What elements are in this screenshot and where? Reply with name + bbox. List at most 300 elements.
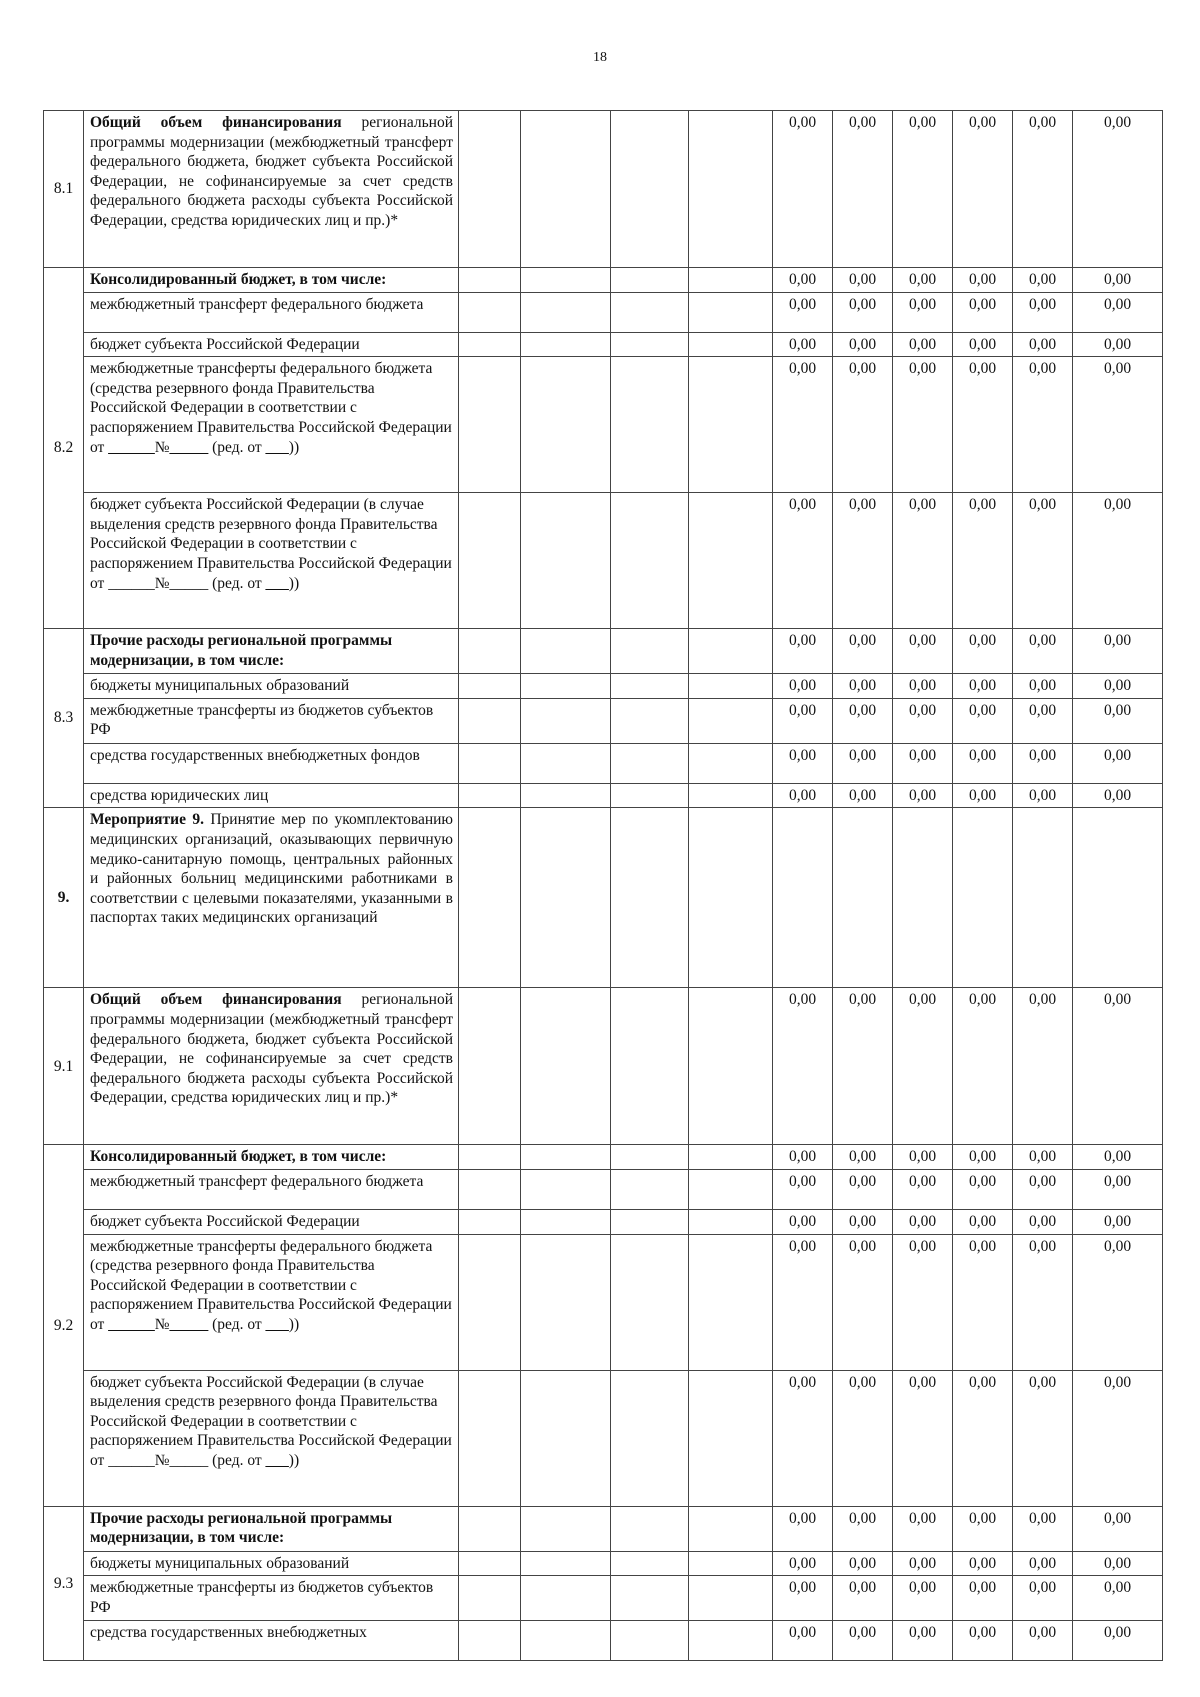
empty-cell <box>611 357 689 493</box>
value-cell: 0,00 <box>773 1209 833 1234</box>
empty-cell <box>459 1370 521 1506</box>
row-description-bold: Прочие расходы региональной программы модернизации, в том числе: <box>90 1509 393 1547</box>
empty-cell <box>459 629 521 674</box>
value-cell: 0,00 <box>1073 1506 1163 1551</box>
empty-cell <box>611 1234 689 1370</box>
row-description <box>84 698 459 743</box>
table-row <box>44 1576 1163 1621</box>
value-cell: 0,00 <box>773 1621 833 1661</box>
empty-cell <box>521 698 611 743</box>
empty-cell <box>459 111 521 268</box>
value-cell: 0,00 <box>1013 1209 1073 1234</box>
row-description <box>84 988 459 1145</box>
value-cell: 0,00 <box>893 1576 953 1621</box>
value-cell: 0,00 <box>893 783 953 808</box>
row-description-text: межбюджетные трансферты федерального бюджета (средства резервного фонда Правительства Российской Федерации в соответствии с распоряжением Правительства Российской Федерации от <box>90 1237 452 1333</box>
value-cell: 0,00 <box>1073 698 1163 743</box>
value-cell: 0,00 <box>893 332 953 357</box>
row-description <box>84 1551 459 1576</box>
value-cell: 0,00 <box>1073 493 1163 629</box>
empty-cell <box>521 332 611 357</box>
value-cell: 0,00 <box>1073 988 1163 1145</box>
empty-cell <box>521 783 611 808</box>
value-cell: 0,00 <box>893 743 953 783</box>
row-description <box>84 629 459 674</box>
row-description <box>84 743 459 783</box>
table-row <box>44 808 1163 988</box>
table-row <box>44 292 1163 332</box>
row-description-text: средства государственных внебюджетных фондов <box>90 746 420 764</box>
value-cell: 0,00 <box>953 629 1013 674</box>
empty-cell <box>611 1551 689 1576</box>
value-cell: 0,00 <box>773 292 833 332</box>
table-row <box>44 988 1163 1145</box>
value-cell: 0,00 <box>833 111 893 268</box>
value-cell: 0,00 <box>1073 1209 1163 1234</box>
value-cell: 0,00 <box>1073 1551 1163 1576</box>
row-description <box>84 111 459 268</box>
empty-cell <box>521 292 611 332</box>
empty-cell <box>689 292 773 332</box>
empty-cell <box>611 783 689 808</box>
value-cell: 0,00 <box>833 493 893 629</box>
value-cell: 0,00 <box>773 1145 833 1170</box>
row-description <box>84 1234 459 1370</box>
empty-cell <box>689 493 773 629</box>
value-cell: 0,00 <box>1013 493 1073 629</box>
row-description-bold: Консолидированный бюджет, в том числе: <box>90 1148 387 1166</box>
value-cell: 0,00 <box>893 698 953 743</box>
value-cell: 0,00 <box>833 1234 893 1370</box>
value-cell: 0,00 <box>1013 332 1073 357</box>
value-cell: 0,00 <box>833 268 893 293</box>
row-description-bold: Общий объем финансирования <box>90 114 342 131</box>
value-cell: 0,00 <box>893 988 953 1145</box>
value-cell: 0,00 <box>773 988 833 1145</box>
value-cell: 0,00 <box>1013 1506 1073 1551</box>
row-description-text: средства государственных внебюджетных <box>90 1624 367 1642</box>
empty-cell <box>689 1506 773 1551</box>
value-cell: 0,00 <box>953 783 1013 808</box>
value-cell <box>1013 808 1073 988</box>
empty-cell <box>521 674 611 699</box>
value-cell: 0,00 <box>1073 629 1163 674</box>
value-cell: 0,00 <box>833 1506 893 1551</box>
table-row <box>44 1209 1163 1234</box>
value-cell: 0,00 <box>1073 1621 1163 1661</box>
empty-cell <box>521 1551 611 1576</box>
value-cell: 0,00 <box>953 1145 1013 1170</box>
row-number: 8.3 <box>44 629 84 808</box>
value-cell: 0,00 <box>773 332 833 357</box>
value-cell: 0,00 <box>1073 268 1163 293</box>
empty-cell <box>459 698 521 743</box>
value-cell: 0,00 <box>773 629 833 674</box>
row-number: 9.3 <box>44 1506 84 1661</box>
table-row <box>44 783 1163 808</box>
value-cell: 0,00 <box>773 743 833 783</box>
row-description <box>84 1576 459 1621</box>
value-cell: 0,00 <box>893 493 953 629</box>
empty-cell <box>611 1370 689 1506</box>
row-description-text: Принятие мер по укомплектованию медицинских организаций, оказывающих первичную медико-санитарную помощь, центральных районных и районных больниц медицинскими работниками в соответствии с целевыми показателями, указанными в паспортах таких медицинских организаций <box>90 811 454 927</box>
blank-revision: ___ <box>265 574 289 592</box>
row-description-text: бюджет субъекта Российской Федерации <box>90 1212 360 1230</box>
row-description-text: бюджеты муниципальных образований <box>90 677 350 695</box>
value-cell: 0,00 <box>1073 1145 1163 1170</box>
value-cell: 0,00 <box>953 1551 1013 1576</box>
empty-cell <box>459 493 521 629</box>
empty-cell <box>459 743 521 783</box>
page-number: 18 <box>593 50 607 65</box>
row-description-text: межбюджетные трансферты из бюджетов субъектов РФ <box>90 1579 434 1616</box>
empty-cell <box>689 268 773 293</box>
row-description-bold: Консолидированный бюджет, в том числе: <box>90 271 387 288</box>
value-cell: 0,00 <box>893 1370 953 1506</box>
empty-cell <box>689 1621 773 1661</box>
value-cell: 0,00 <box>1013 698 1073 743</box>
row-description-end: )) <box>288 1315 300 1333</box>
table-row <box>44 332 1163 357</box>
value-cell: 0,00 <box>1013 1370 1073 1506</box>
empty-cell <box>689 1145 773 1170</box>
value-cell: 0,00 <box>773 1370 833 1506</box>
value-cell: 0,00 <box>833 1576 893 1621</box>
empty-cell <box>459 332 521 357</box>
value-cell: 0,00 <box>1073 1169 1163 1209</box>
table-row <box>44 1169 1163 1209</box>
empty-cell <box>611 292 689 332</box>
value-cell: 0,00 <box>833 1370 893 1506</box>
value-cell: 0,00 <box>1013 783 1073 808</box>
empty-cell <box>459 1551 521 1576</box>
value-cell: 0,00 <box>833 1169 893 1209</box>
empty-cell <box>689 1551 773 1576</box>
empty-cell <box>689 698 773 743</box>
blank-revision: ___ <box>265 438 289 456</box>
row-number: 9.2 <box>44 1145 84 1506</box>
value-cell: 0,00 <box>1013 1234 1073 1370</box>
value-cell: 0,00 <box>893 111 953 268</box>
value-cell: 0,00 <box>893 268 953 293</box>
empty-cell <box>689 674 773 699</box>
empty-cell <box>611 1506 689 1551</box>
value-cell: 0,00 <box>833 1551 893 1576</box>
empty-cell <box>611 988 689 1145</box>
blank-revision: ___ <box>265 1315 289 1333</box>
empty-cell <box>459 357 521 493</box>
row-description <box>84 1506 459 1551</box>
empty-cell <box>521 808 611 988</box>
empty-cell <box>689 808 773 988</box>
row-description <box>84 674 459 699</box>
empty-cell <box>459 808 521 988</box>
empty-cell <box>459 1209 521 1234</box>
empty-cell <box>611 493 689 629</box>
row-description-text: межбюджетные трансферты федерального бюджета (средства резервного фонда Правительства Российской Федерации в соответствии с распоряжением Правительства Российской Федерации от <box>90 360 452 456</box>
row-description-text: бюджет субъекта Российской Федерации (в случае выделения средств резервного фонда Правительства Российской Федерации в соответствии с распоряжением Правительства Российской Федерации от ______№_____ (ред. от <box>90 496 452 592</box>
value-cell: 0,00 <box>833 743 893 783</box>
row-description-text: региональной программы модернизации (межбюджетный трансферт федерального бюджета, бюджет субъекта Российской Федерации, не софинансируемые за счет средств федерального бюджета расходы субъекта Российской Федерации, средства юридических лиц и пр.)* <box>90 991 453 1107</box>
empty-cell <box>459 1145 521 1170</box>
value-cell: 0,00 <box>833 698 893 743</box>
value-cell: 0,00 <box>773 111 833 268</box>
empty-cell <box>611 1621 689 1661</box>
value-cell: 0,00 <box>1013 111 1073 268</box>
value-cell: 0,00 <box>833 357 893 493</box>
value-cell: 0,00 <box>1073 674 1163 699</box>
value-cell: 0,00 <box>833 1209 893 1234</box>
row-description-text: межбюджетный трансферт федерального бюджета <box>90 1172 424 1190</box>
value-cell: 0,00 <box>773 1506 833 1551</box>
row-description <box>84 1209 459 1234</box>
value-cell: 0,00 <box>893 674 953 699</box>
value-cell: 0,00 <box>953 698 1013 743</box>
empty-cell <box>459 1234 521 1370</box>
table-row <box>44 1234 1163 1370</box>
empty-cell <box>611 332 689 357</box>
value-cell: 0,00 <box>893 1506 953 1551</box>
value-cell: 0,00 <box>773 1169 833 1209</box>
empty-cell <box>459 268 521 293</box>
value-cell <box>953 808 1013 988</box>
table-row <box>44 1145 1163 1170</box>
value-cell: 0,00 <box>773 783 833 808</box>
value-cell: 0,00 <box>773 268 833 293</box>
empty-cell <box>459 988 521 1145</box>
empty-cell <box>611 111 689 268</box>
value-cell <box>1073 808 1163 988</box>
empty-cell <box>611 1576 689 1621</box>
value-cell: 0,00 <box>1073 332 1163 357</box>
empty-cell <box>689 783 773 808</box>
value-cell: 0,00 <box>893 1551 953 1576</box>
value-cell: 0,00 <box>833 1621 893 1661</box>
empty-cell <box>521 1370 611 1506</box>
table-row <box>44 1621 1163 1661</box>
value-cell: 0,00 <box>1073 111 1163 268</box>
row-description-text: межбюджетные трансферты из бюджетов субъектов РФ <box>90 701 434 739</box>
empty-cell <box>521 1169 611 1209</box>
value-cell: 0,00 <box>953 332 1013 357</box>
value-cell: 0,00 <box>1013 1576 1073 1621</box>
value-cell: 0,00 <box>893 1234 953 1370</box>
value-cell: 0,00 <box>1013 629 1073 674</box>
value-cell: 0,00 <box>953 1621 1013 1661</box>
empty-cell <box>689 743 773 783</box>
row-description-text: бюджет субъекта Российской Федерации (в случае выделения средств резервного фонда Правительства Российской Федерации в соответствии с распоряжением Правительства Российской Федерации от ______№_____ (ред. от <box>90 1373 452 1469</box>
value-cell: 0,00 <box>893 1169 953 1209</box>
empty-cell <box>689 357 773 493</box>
row-description-bold: Общий объем финансирования <box>90 991 342 1009</box>
value-cell: 0,00 <box>893 629 953 674</box>
row-description <box>84 493 459 629</box>
value-cell: 0,00 <box>1073 1576 1163 1621</box>
row-description-text: средства юридических лиц <box>90 786 269 804</box>
empty-cell <box>689 629 773 674</box>
value-cell: 0,00 <box>953 268 1013 293</box>
number-sign: № <box>154 1315 170 1333</box>
row-description-end: )) <box>288 438 300 456</box>
empty-cell <box>459 1506 521 1551</box>
value-cell: 0,00 <box>833 629 893 674</box>
row-description-text: бюджет субъекта Российской Федерации <box>90 335 360 353</box>
blank-number: _____ <box>169 1315 209 1333</box>
value-cell: 0,00 <box>1013 1145 1073 1170</box>
blank-number: _____ <box>169 438 209 456</box>
empty-cell <box>521 268 611 293</box>
empty-cell <box>459 1621 521 1661</box>
empty-cell <box>521 1621 611 1661</box>
row-description-tail: (ред. от <box>208 438 266 456</box>
empty-cell <box>611 1209 689 1234</box>
value-cell: 0,00 <box>1013 357 1073 493</box>
empty-cell <box>521 1209 611 1234</box>
value-cell: 0,00 <box>893 1621 953 1661</box>
value-cell: 0,00 <box>1073 357 1163 493</box>
empty-cell <box>611 743 689 783</box>
value-cell: 0,00 <box>1013 988 1073 1145</box>
empty-cell <box>689 1209 773 1234</box>
value-cell: 0,00 <box>953 357 1013 493</box>
row-description <box>84 292 459 332</box>
table-row <box>44 1551 1163 1576</box>
value-cell: 0,00 <box>953 292 1013 332</box>
empty-cell <box>689 1576 773 1621</box>
row-description-end: )) <box>288 574 300 592</box>
value-cell <box>893 808 953 988</box>
value-cell: 0,00 <box>833 1145 893 1170</box>
value-cell: 0,00 <box>953 1234 1013 1370</box>
empty-cell <box>521 1506 611 1551</box>
empty-cell <box>521 629 611 674</box>
empty-cell <box>611 1169 689 1209</box>
table-row <box>44 674 1163 699</box>
value-cell: 0,00 <box>773 493 833 629</box>
value-cell: 0,00 <box>1013 743 1073 783</box>
value-cell: 0,00 <box>893 1145 953 1170</box>
value-cell: 0,00 <box>773 357 833 493</box>
empty-cell <box>611 268 689 293</box>
value-cell: 0,00 <box>1013 1169 1073 1209</box>
value-cell <box>773 808 833 988</box>
table-row <box>44 1370 1163 1506</box>
value-cell: 0,00 <box>833 783 893 808</box>
value-cell: 0,00 <box>953 1209 1013 1234</box>
value-cell: 0,00 <box>1013 674 1073 699</box>
empty-cell <box>689 1169 773 1209</box>
table-row <box>44 493 1163 629</box>
value-cell: 0,00 <box>773 698 833 743</box>
table-row <box>44 743 1163 783</box>
row-description-end: )) <box>288 1451 300 1469</box>
number-sign: № <box>154 438 170 456</box>
table-row <box>44 268 1163 293</box>
value-cell: 0,00 <box>1073 1234 1163 1370</box>
value-cell: 0,00 <box>1073 1370 1163 1506</box>
value-cell <box>833 808 893 988</box>
blank-date: ______ <box>108 438 155 456</box>
empty-cell <box>611 674 689 699</box>
value-cell: 0,00 <box>893 1209 953 1234</box>
value-cell: 0,00 <box>833 674 893 699</box>
row-number: 8.2 <box>44 268 84 629</box>
empty-cell <box>521 1234 611 1370</box>
value-cell: 0,00 <box>953 1576 1013 1621</box>
table-row <box>44 111 1163 268</box>
value-cell: 0,00 <box>953 493 1013 629</box>
value-cell: 0,00 <box>953 988 1013 1145</box>
row-description-tail: (ред. от <box>208 1315 266 1333</box>
value-cell: 0,00 <box>953 743 1013 783</box>
empty-cell <box>689 988 773 1145</box>
value-cell: 0,00 <box>833 292 893 332</box>
empty-cell <box>689 1370 773 1506</box>
empty-cell <box>611 629 689 674</box>
value-cell: 0,00 <box>893 292 953 332</box>
empty-cell <box>521 493 611 629</box>
empty-cell <box>521 743 611 783</box>
value-cell: 0,00 <box>893 357 953 493</box>
row-description <box>84 332 459 357</box>
value-cell: 0,00 <box>1013 1621 1073 1661</box>
row-description-text: бюджеты муниципальных образований <box>90 1554 350 1572</box>
value-cell: 0,00 <box>833 988 893 1145</box>
row-description <box>84 783 459 808</box>
row-description <box>84 1370 459 1506</box>
blank-date: ______ <box>108 1315 155 1333</box>
value-cell: 0,00 <box>1013 1551 1073 1576</box>
empty-cell <box>459 292 521 332</box>
empty-cell <box>459 783 521 808</box>
table-row <box>44 698 1163 743</box>
row-description <box>84 808 459 988</box>
empty-cell <box>689 1234 773 1370</box>
row-description-text: межбюджетный трансферт федерального бюджета <box>90 295 424 313</box>
table-row <box>44 357 1163 493</box>
value-cell: 0,00 <box>773 1234 833 1370</box>
value-cell: 0,00 <box>773 674 833 699</box>
empty-cell <box>459 1169 521 1209</box>
value-cell: 0,00 <box>953 111 1013 268</box>
empty-cell <box>611 808 689 988</box>
value-cell: 0,00 <box>1073 743 1163 783</box>
financing-table <box>43 110 1163 1661</box>
empty-cell <box>611 698 689 743</box>
value-cell: 0,00 <box>1073 783 1163 808</box>
empty-cell <box>689 332 773 357</box>
value-cell: 0,00 <box>833 332 893 357</box>
value-cell: 0,00 <box>953 1370 1013 1506</box>
value-cell: 0,00 <box>773 1576 833 1621</box>
row-description-bold: Прочие расходы региональной программы модернизации, в том числе: <box>90 632 393 669</box>
row-number: 8.1 <box>44 111 84 268</box>
empty-cell <box>521 1145 611 1170</box>
value-cell: 0,00 <box>953 1506 1013 1551</box>
empty-cell <box>459 674 521 699</box>
row-description-bold: Мероприятие 9. <box>90 811 204 829</box>
row-description <box>84 1169 459 1209</box>
value-cell: 0,00 <box>1013 268 1073 293</box>
table-body <box>44 111 1163 1661</box>
empty-cell <box>459 1576 521 1621</box>
row-description-text: региональной программы модернизации (межбюджетный трансферт федерального бюджета, бюджет субъекта Российской Федерации, не софинансируемые за счет средств федерального бюджета расходы субъекта Российской Федерации, средства юридических лиц и пр.)* <box>90 114 453 229</box>
value-cell: 0,00 <box>1013 292 1073 332</box>
empty-cell <box>521 357 611 493</box>
row-description <box>84 1621 459 1661</box>
empty-cell <box>611 1145 689 1170</box>
value-cell: 0,00 <box>953 674 1013 699</box>
